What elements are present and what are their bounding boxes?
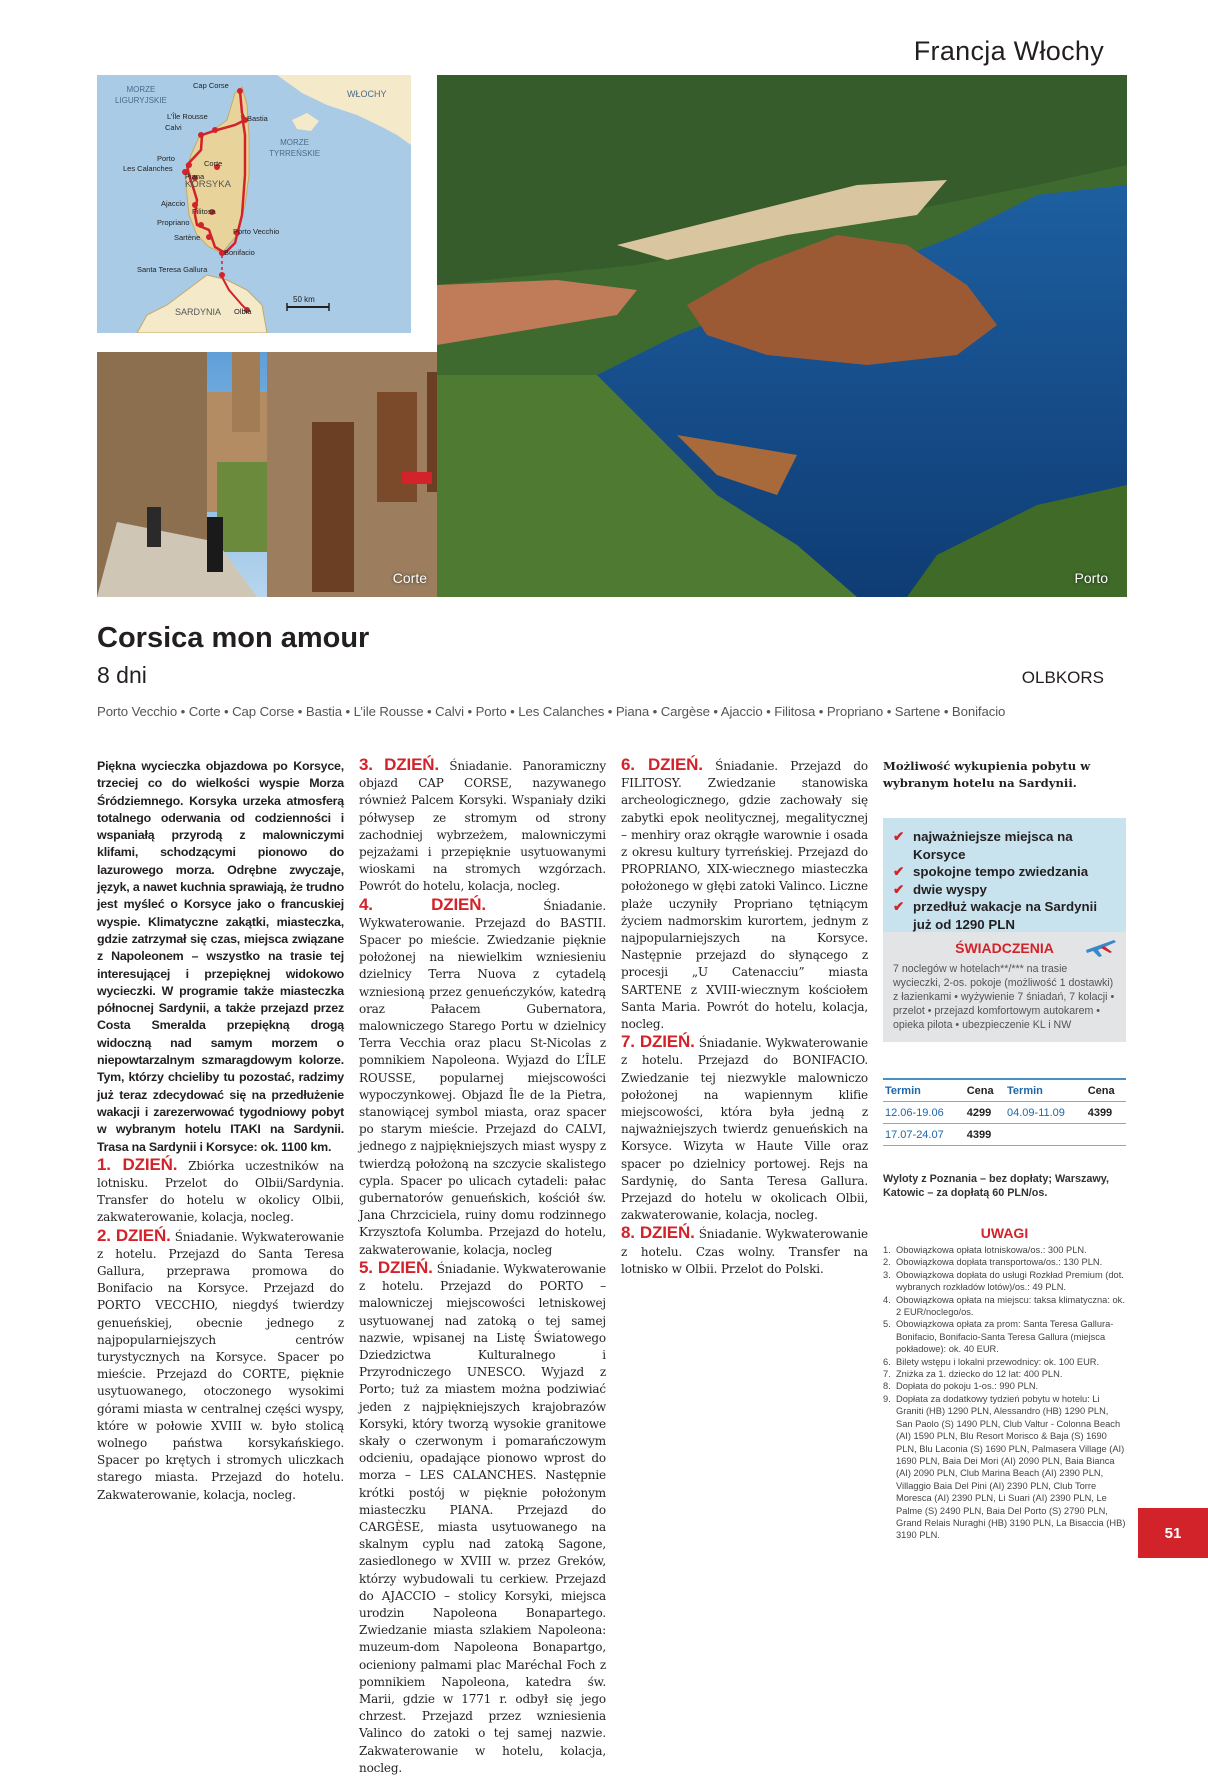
day-2-label: 2. DZIEŃ. [97,1225,171,1245]
map-place-olbia: Olbia [234,307,252,316]
price-header: Cena [965,1079,1005,1102]
notes-list [883,1244,1126,1542]
inclusions-title: ŚWIADCZENIA [955,940,1054,956]
inclusions-text: 7 noclegów w hotelach**/*** na trasie wycieczki, 2-os. pokoje (możliwość 1 dostawki) z łazienkami • wyżywienie 7 śniadań, 7 kolacji • przelot • przejazd komfortowym autokarem • opieka pilota • ubezpieczenie KL i NW [893,963,1115,1031]
day-5: 5. DZIEŃ. Śniadanie. Wykwaterowanie z hotelu. Przejazd do PORTO – malowniczej miejscowości letniskowej usytuowanej nad zatoką o tej samej nazwie, wpisanej na Listę Światowego Dziedzictwa Kulturalnego i Przyrodniczego UNESCO. Wyjazd z Porto; tuż za miastem można podziwiać jeden z najpiękniejszych krajobrazów Korsyki, który tworzą wysokie granitowe skały o czerwonym i pomarańczowym odcieniu, opadające pionowo wprost do morza – LES CALANCHES. Następnie krótki postój w pięknie położonym miasteczku PIANA. Przejazd do CARGÈSE, miasta usytuowanego na skalnym cyplu nad zatoką Sagone, zasiedlonego w XVIII w. przez Greków, którzy wybudowali tu cerkiew. Przejazd do AJACCIO – stolicy Korsyki, miejsca urodzin Napoleona Bonapartego. Zwiedzanie miasta szlakiem Napoleona: muzeum-dom Napoleona Bonapartgo, ocieniony palmami plac Maréchal Foch z pomnikiem Napoleona, katedra św. Marii, gdzie w 1771 r. odbył się jego chrzest. Przejazd przez wzniesienia Valinco do zatoki o tej samej nazwie. Zakwaterowanie w hotelu, kolacja, nocleg. [359,1257,606,1775]
column-3 [621,756,868,1278]
price-date: 12.06-19.06 [883,1102,965,1124]
price-header: Termin [1005,1079,1086,1102]
list-item: 4. Obowiązkowa opłata na miejscu: taksa klimatyczna: ok. 2 EUR/noclego/os. [883,1294,1125,1318]
tour-title: Corsica mon amour [97,622,370,654]
check-icon: ✔ [893,864,905,879]
corsica-map [97,75,411,333]
map-place-bastia: Bastia [247,114,268,123]
map-place-corte: Corte [204,159,223,168]
map-place-cap-corse: Cap Corse [193,81,229,90]
country-header: Francja Włochy [913,36,1104,66]
map-place-piana: Piana [185,172,205,181]
map-place-les-calanches: Les Calanches [123,164,173,173]
sardinia-highlight: Możliwość wykupienia pobytu w wybranym hotelu na Sardynii. [883,759,1091,790]
day-8: 8. DZIEŃ. Śniadanie. Wykwaterowanie z hotelu. Czas wolny. Transfer na lotnisko w Olbii. Przelot do Polski. [621,1223,868,1276]
departure-note: Wyloty z Poznania – bez dopłaty; Warszawy, Katowic – za dopłatą 60 PLN/os. [883,1173,1109,1199]
map-place-bonifacio: Bonifacio [224,248,255,257]
price-value [1086,1124,1126,1146]
list-item: 2. Obowiązkowa dopłata transportowa/os.: 130 PLN. [883,1257,1103,1268]
check-icon: ✔ [893,829,905,844]
price-header: Termin [883,1079,965,1102]
map-place-sartene: Sartène [174,233,201,242]
check-icon: ✔ [893,881,905,897]
map-place-santa-teresa: Santa Teresa Gallura [137,265,208,274]
day-4: 4. DZIEŃ. Śniadanie. Wykwaterowanie. Przejazd do BASTII. Spacer po mieście. Zwiedzanie pięknie położonej na niewielkim wzniesieniu dzielnicy Terra Nuova z cytadelą wzniesioną przez genueńczyków, katedrą oraz Pałacem Gubernatora, malowniczego Starego Portu w dzielnicy Terra Vecchia oraz placu St-Nicolas z pomnikiem Napoleona. Wyjazd do L’ÎLE ROUSSE, popularnej miejscowości wypoczynkowej. Objazd Île de la Pietra, stanowiącej symbol miasta, oraz spacer po starym mieście. Przejazd do CALVI, jednego z najpiękniejszych miast wyspy z twierdzą położoną na szczycie skalistego cypla. Spacer po ulicach cytadeli: pałac gubernatorów genueńskich, kościół św. Jana Chrzciciela, ruiny domu rodzinnego Krzysztofa Kolumba. Przejazd do hotelu, zakwaterowanie, kolacja, nocleg [359,894,606,1257]
features-box [883,818,1126,939]
price-header: Cena [1086,1079,1126,1102]
map-place-calvi: Calvi [165,123,182,132]
feature-item: ✔ dwie wyspy [893,881,987,897]
sea-label-ligurian: MORZE LIGURYJSKIE [115,85,167,105]
list-item: 3. Obowiązkowa dopłata do usługi Rozkład Premium (dot. wybranych rozkładów lotów)/os.: 49 PLN. [883,1269,1124,1293]
day-4-label: 4. DZIEŃ. [359,894,486,914]
country-label-corsica: KORSYKA [185,179,231,190]
porto-photo [437,75,1127,597]
list-item: 5. Obowiązkowa opłata za prom: Santa Teresa Gallura-Bonifacio, Bonifacio-Santa Teresa Gallura (miejsca pokładowe): ok. 40 EUR. [883,1319,1114,1355]
inclusions-box [883,932,1126,1042]
price-value: 4399 [965,1124,1005,1146]
day-7: 7. DZIEŃ. Śniadanie. Wykwaterowanie z hotelu. Przejazd do BONIFACIO. Zwiedzanie tej niezwykle malowniczo położonej na wapiennym klifie miejscowości, która była jedną z najważniejszych twierdz genueńskich na Korsyce. Wizyta w Haute Ville oraz spacer po dzielnicy portowej. Rejs na Sardynię, do Santa Teresa Gallura. Przejazd do hotelu w okolicach Olbii, zakwaterowanie, kolacja, nocleg. [621,1032,868,1223]
day-8-label: 8. DZIEŃ. [621,1223,695,1243]
day-3-label: 3. DZIEŃ. [359,755,439,774]
tour-duration: 8 dni [97,662,147,688]
list-item: 1. Obowiązkowa opłata lotniskowa/os.: 300 PLN. [883,1245,1087,1255]
country-label-sardinia: SARDYNIA [175,307,222,317]
page-number: 51 [1138,1508,1208,1558]
corte-photo [97,352,479,597]
table-row [883,1102,1126,1124]
tour-intro: Piękna wycieczka objazdowa po Korsyce, trzeciej co do wielkości wyspie Morza Śródziemnego. Korsyka urzeka atmosferą totalnego oderwania od codzienności i wspaniałą przyrodą z malowniczymi klifami, schodzącymi pionowo do lazurowego morza. Odrębne zwyczaje, język, a nawet kuchnia sprawiają, że trudno jest myśleć o Korsyce jako o francuskiej wyspie. Klimatyczne zakątki, miasteczka, gdzie zatrzymał się czas, miejsca związane z Napoleonem – wszystko na trasie tej interesującej i przepięknej widokowo wycieczki. W programie także miasteczka północnej Sardynii, a także przejazd przez Costa Smeralda przepiękną drogą widoczną nad samym morzem o niepowtarzalnym szmaragdowym kolorze. Tym, którzy chcieliby tu pozostać, radzimy już teraz zdecydować się na przedłużenie wakacji i zarezerwować tygodniowy pobyt w wybranym hotelu ITAKI na Sardynii. Trasa na Sardynii i Korsyce: ok. 1100 km. [97,759,344,1154]
day-1: 1. DZIEŃ. Zbiórka uczestników na lotnisku. Przelot do Olbii/Sardynia. Transfer do hotelu w okolicy Olbii, zakwaterowanie, kolacja, nocleg. [97,1154,344,1225]
map-place-porto-vecchio: Porto Vecchio [233,227,280,236]
map-place-propriano: Propriano [157,218,190,227]
country-label-italy: WŁOCHY [347,89,387,99]
table-row [883,1124,1126,1146]
price-date: 04.09-11.09 [1005,1102,1086,1124]
list-item: 7. Zniżka za 1. dziecko do 12 lat: 400 PLN. [883,1369,1063,1380]
notes-title: UWAGI [980,1225,1029,1241]
list-item: 9. Dopłata za dodatkowy tydzień pobytu w hotelu: Li Graniti (HB) 1290 PLN, Alessandro (HB) 1290 PLN, San Paolo (S) 1490 PLN, Club Valtur - Colonna Beach (AI) 1590 PLN, Blu Resort Morisco & Baja (S) 1690 PLN, Blu Laconia (S) 1690 PLN, Palmasera Village (AI) 1690 PLN, Baia Dei Mori (AI) 2090 PLN, Baia Bianca (AI) 2090 PLN, Club Marina Beach (AI) 2390 PLN, Villaggio Baia Del Pini (AI) 2390 PLN, Club Torre Moresca (AI) 2390 PLN, Li Suari (AI) 2390 PLN, Le Palme (S) 2490 PLN, Baia Del Porto (S) 2790 PLN, Grand Relais Nuraghi (HB) 3190 PLN, La Bisaccia (HB) 3190 PLN. [883,1393,1126,1541]
price-value: 4399 [1086,1102,1126,1124]
tour-code: OLBKORS [1021,668,1104,687]
column-2 [359,756,606,1777]
day-6: 6. DZIEŃ. Śniadanie. Przejazd do FILITOSY. Zwiedzanie stanowiska archeologicznego, gdzie zachowały się zabytki epok neolitycznej, megalitycznej – menhiry oraz okrągłe warownie i osada z okresu kultury tyrreńskiej. Przejazd do PROPRIANO, XIX-wiecznego miasteczka położonego w głębi zatoki Valinco. Liczne plaże uczyniły Propriano tętniącym życiem nadmorskim kurortem, jednym z najpopularniejszych na Korsyce. Następnie przejazd do słynącego z procesji „U Catenacciu” miasta SARTENE z XVIII-wiecznym kościołem Santa Maria. Powrót do hotelu, kolacja, nocleg. [621,755,868,1032]
feature-item: ✔ spokojne tempo zwiedzania [893,864,1089,879]
map-place-ile-rousse: L’Île Rousse [167,112,208,121]
map-place-filitosa: Filitosa [192,207,216,216]
plane-icon [1084,936,1118,958]
day-3: 3. DZIEŃ. Śniadanie. Panoramiczny objazd CAP CORSE, nazywanego również Palcem Korsyki. Wspaniały dziki półwysep ze stromym od strony zachodniej wybrzeżem, malowniczymi pejzażami i przepięknie usytuowanymi wioskami na stromych wzgórzach. Powrót do hotelu, kolacja, nocleg. [359,755,606,894]
day-5-label: 5. DZIEŃ. [359,1257,433,1277]
corte-caption: Corte [392,570,427,586]
feature-item: ✔ najważniejsze miejsca na Korsyce [893,829,1073,862]
price-date: 17.07-24.07 [883,1124,965,1146]
porto-caption: Porto [1074,570,1108,586]
sea-label-tyrrhenian: MORZE TYRREŃSKIE [269,138,321,158]
price-table-header [883,1079,1126,1102]
price-value: 4299 [965,1102,1005,1124]
list-item: 8. Dopłata do pokoju 1-os.: 990 PLN. [883,1381,1039,1392]
feature-item: ✔ przedłuż wakacje na Sardynii już od 1290 PLN [893,899,1098,932]
day-7-label: 7. DZIEŃ. [621,1032,695,1052]
map-scale-label: 50 km [293,295,315,304]
check-icon: ✔ [893,899,905,914]
day-6-label: 6. DZIEŃ. [621,755,703,774]
price-table [883,1078,1126,1146]
map-place-ajaccio: Ajaccio [161,199,186,208]
day-2: 2. DZIEŃ. Śniadanie. Wykwaterowanie z hotelu. Przejazd do Santa Teresa Gallura, przeprawa promowa do Bonifacio na Korsyce. Przejazd do PORTO VECCHIO, niegdyś twierdzy genueńskiej, obecnie jednego z najpopularniejszych centrów turystycznych na Korsyce. Spacer po mieście. Przejazd do CORTE, pięknie usytuowanego, otoczonego wysokimi górami miasta w centralnej części wyspy, które w połowie XVIII w. było stolicą wolnego państwa korsykańskiego. Spacer po krętych i stromych uliczkach starego miasta. Przejazd do hotelu. Zakwaterowanie, kolacja, nocleg. [97,1225,344,1502]
column-1 [97,758,344,1504]
map-place-porto: Porto [157,154,175,163]
price-date [1005,1124,1086,1146]
list-item: 6. Bilety wstępu i lokalni przewodnicy: ok. 100 EUR. [883,1356,1100,1367]
tour-route: Porto Vecchio • Corte • Cap Corse • Bastia • L’ile Rousse • Calvi • Porto • Les Calanches • Piana • Cargèse • Ajaccio • Filitosa • Propriano • Sartene • Bonifacio [97,704,1006,719]
day-1-label: 1. DZIEŃ. [97,1154,178,1174]
